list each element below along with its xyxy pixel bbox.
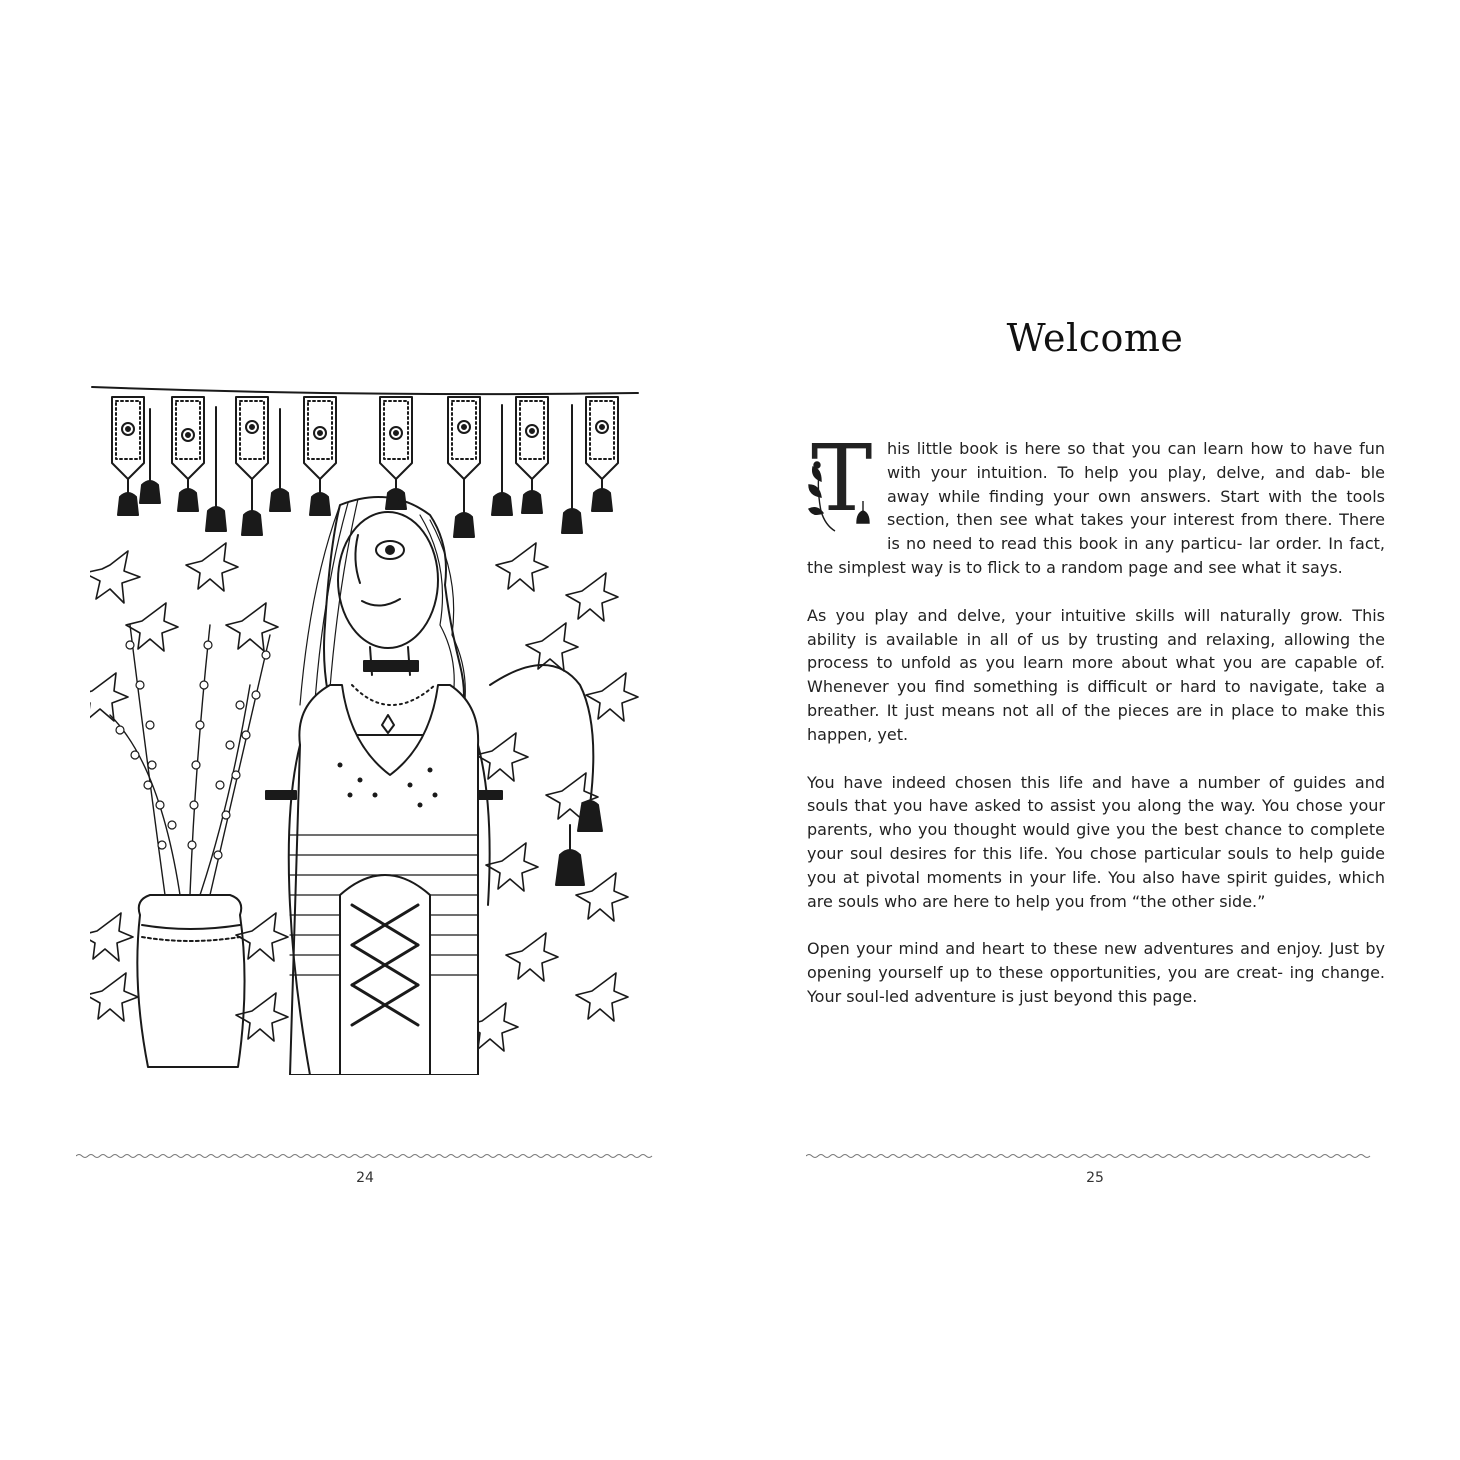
chapter-title: Welcome <box>1006 316 1184 360</box>
paragraph: his little book is here so that you can learn how to have fun with your intuition. To help you play, delve, and dab- ble away while finding your own answers. Start with the tools section, then see what takes your interest from there. There is no need to read this book in any particu- lar order. In fact, the simplest way is to flick to a random page and see what it says. <box>807 439 1385 577</box>
woman-with-flowers-illustration <box>90 385 640 1075</box>
paragraph: You have indeed chosen this life and have a number of guides and souls that you have asked to assist you along the way. You chose your parents, who you thought would give you the best chance to complete your soul desires for this life. You chose particular souls to help guide you at pivotal moments in your life. You also have spirit guides, which are souls who are here to help you from “the other side.” <box>807 772 1385 911</box>
page-number: 24 <box>356 1170 374 1186</box>
paragraph: Open your mind and heart to these new adventures and enjoy. Just by opening yourself up to these opportunities, you are creat- ing change. Your soul-led adventure is just beyond this page. <box>807 939 1385 1006</box>
paragraph: As you play and delve, your intuitive skills will naturally grow. This ability is available in all of us by trusting and relaxing, allowing the process to unfold as you learn more about what you are capable of. Whenever you find something is difficult or hard to navigate, take a breather. It just means not all of the pieces are in place to make this happen, yet. <box>807 605 1385 744</box>
dropcap <box>807 425 877 533</box>
right-page <box>730 0 1460 1460</box>
footer-rule <box>806 1152 1384 1160</box>
body-text <box>807 425 1385 1033</box>
footer-rule <box>76 1152 654 1160</box>
page-number: 25 <box>1086 1170 1104 1186</box>
dropcap-letter: T <box>811 425 873 532</box>
